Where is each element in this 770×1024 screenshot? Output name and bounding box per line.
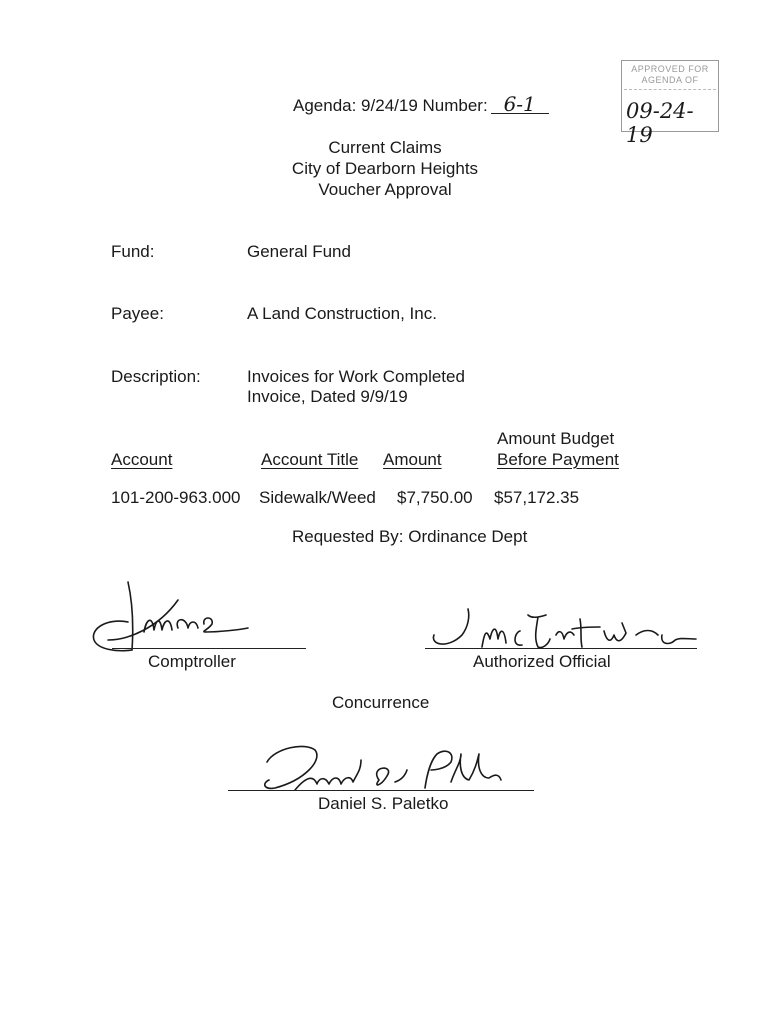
stamp-divider bbox=[624, 89, 716, 90]
header-account: Account bbox=[111, 450, 173, 469]
comptroller-label: Comptroller bbox=[148, 652, 236, 671]
header-amount: Amount bbox=[383, 450, 442, 469]
stamp-line-1: APPROVED FOR bbox=[631, 64, 709, 74]
agenda-label: Agenda: 9/24/19 Number: bbox=[293, 96, 488, 115]
agenda-number: 6-1 bbox=[491, 96, 549, 114]
row-account-title: Sidewalk/Weed bbox=[259, 488, 376, 507]
header-budget-line-2: Before Payment bbox=[497, 450, 619, 469]
title-line-1: Current Claims bbox=[328, 138, 442, 157]
header-budget-line-1: Amount Budget bbox=[497, 429, 615, 448]
concurrence-label: Concurrence bbox=[332, 693, 430, 712]
requested-by: Requested By: Ordinance Dept bbox=[292, 527, 528, 546]
concurrence-signature-line bbox=[228, 790, 534, 791]
title-line-3: Voucher Approval bbox=[318, 180, 452, 199]
stamp-line-2: AGENDA OF bbox=[641, 75, 699, 85]
approval-stamp bbox=[621, 60, 719, 147]
agenda-line bbox=[293, 92, 549, 116]
description-label: Description: bbox=[111, 367, 201, 386]
description-line-1: Invoices for Work Completed bbox=[247, 367, 465, 386]
row-account: 101-200-963.000 bbox=[111, 488, 241, 507]
concurrence-name: Daniel S. Paletko bbox=[318, 794, 449, 813]
header-account-title: Account Title bbox=[261, 450, 359, 469]
concurrence-signature bbox=[255, 740, 525, 795]
authorized-signature-line bbox=[425, 648, 697, 649]
fund-label: Fund: bbox=[111, 242, 155, 261]
payee-label: Payee: bbox=[111, 304, 164, 323]
row-amount: $7,750.00 bbox=[397, 488, 473, 507]
row-budget-before: $57,172.35 bbox=[494, 488, 580, 507]
comptroller-signature-line bbox=[112, 648, 306, 649]
authorized-official-label: Authorized Official bbox=[473, 652, 611, 671]
stamp-date: 09-24-19 bbox=[626, 99, 694, 147]
description-line-2: Invoice, Dated 9/9/19 bbox=[247, 387, 408, 406]
payee-value: A Land Construction, Inc. bbox=[247, 304, 437, 323]
title-line-2: City of Dearborn Heights bbox=[291, 159, 479, 178]
fund-value: General Fund bbox=[247, 242, 351, 261]
